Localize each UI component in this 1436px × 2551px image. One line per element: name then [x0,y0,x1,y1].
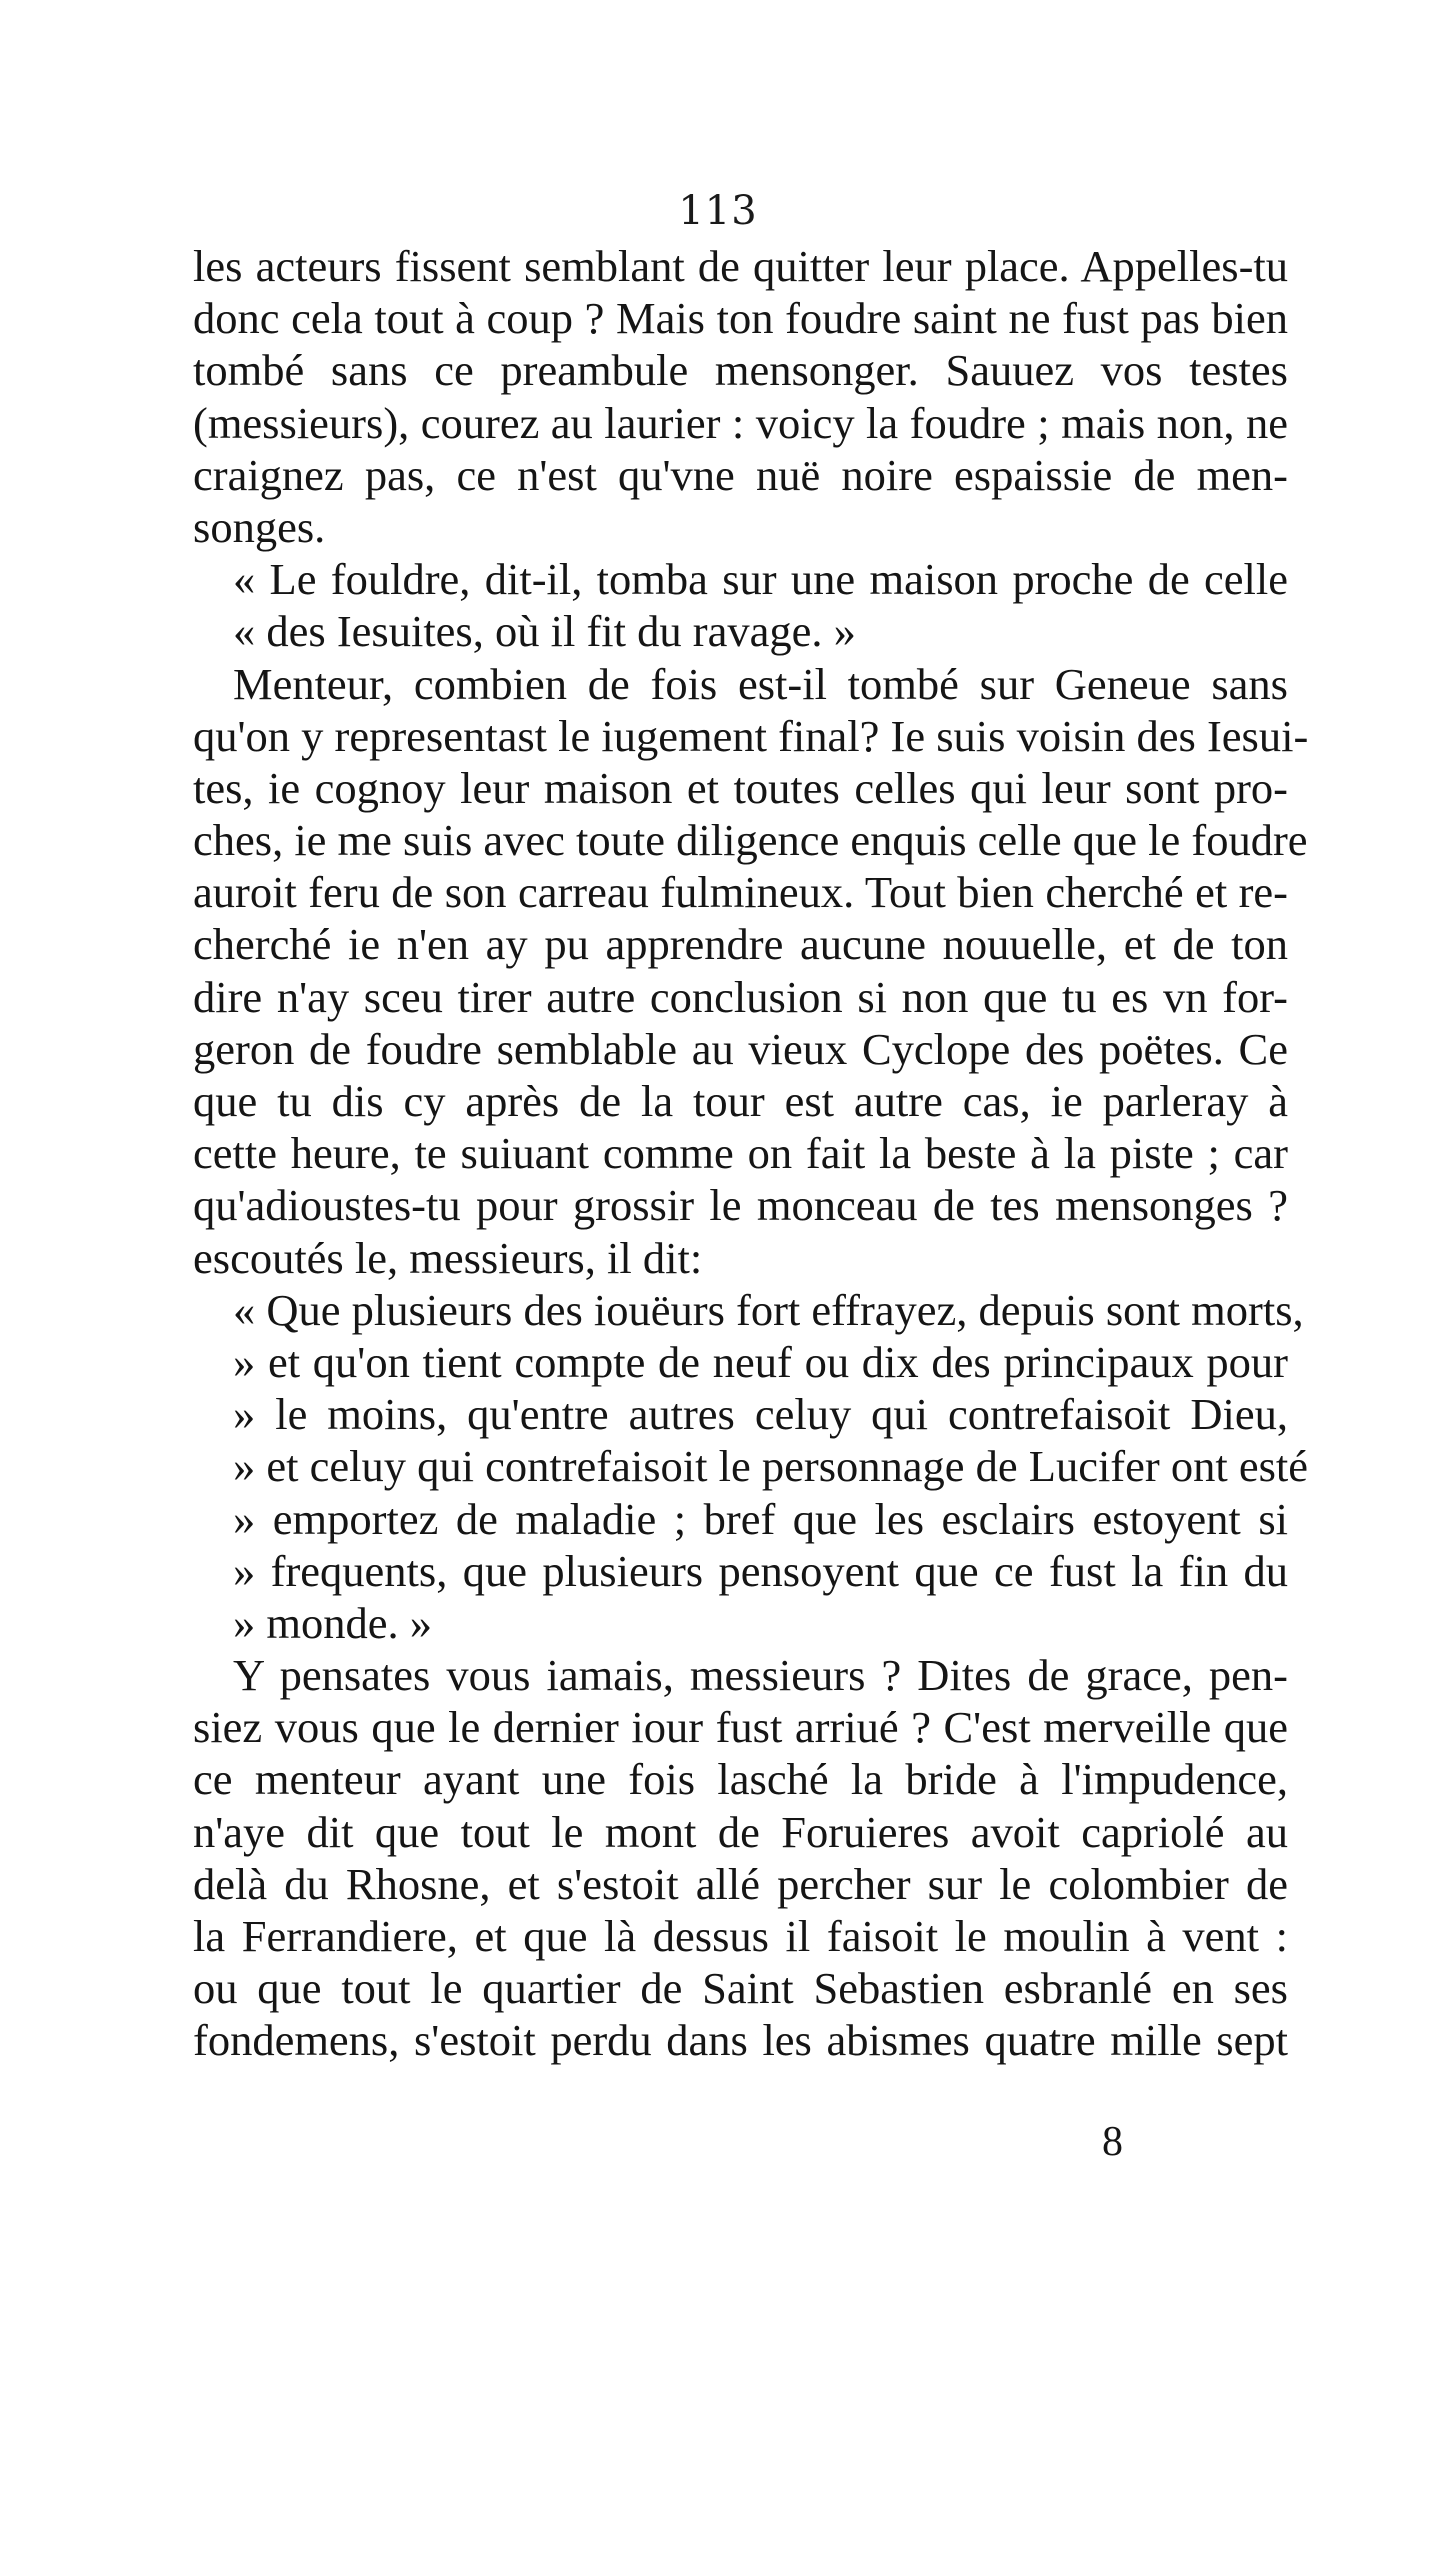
text-line: fondemens, s'estoit perdu dans les abismes quatre mille sept [193,2015,1288,2066]
text-line: » monde. » [233,1597,432,1648]
text-line: » le moins, qu'entre autres celuy qui contrefaisoit Dieu, [233,1389,1288,1440]
text-line: qu'on y representast le iugement final? Ie suis voisin des Iesui- [193,710,1309,761]
text-line: ches, ie me suis avec toute diligence enquis celle que le foudre [193,815,1308,866]
text-line: » frequents, que plusieurs pensoyent que ce fust la fin du [233,1545,1288,1596]
text-line: donc cela tout à coup ? Mais ton foudre saint ne fust pas bien [193,293,1288,344]
page-number: 113 [678,188,758,234]
text-line: » emportez de maladie ; bref que les esclairs estoyent si [233,1493,1288,1544]
text-line: tombé sans ce preambule mensonger. Sauuez vos testes [193,345,1288,396]
text-line: ou que tout le quartier de Saint Sebastien esbranlé en ses [193,1963,1288,2014]
text-line: songes. [193,501,326,552]
body-text [193,240,1309,2067]
text-line: Y pensates vous iamais, messieurs ? Dites de grace, pen- [233,1650,1288,1701]
text-line: cherché ie n'en ay pu apprendre aucune nouuelle, et de ton [193,919,1288,970]
text-line: dire n'ay sceu tirer autre conclusion si non que tu es vn for- [193,971,1288,1022]
text-line: tes, ie cognoy leur maison et toutes celles qui leur sont pro- [193,762,1288,813]
text-line: auroit feru de son carreau fulmineux. Tout bien cherché et re- [193,867,1288,918]
text-line: Menteur, combien de fois est-il tombé sur Geneue sans [233,658,1288,709]
text-line: n'aye dit que tout le mont de Foruieres avoit capriolé au [193,1806,1288,1857]
text-line: que tu dis cy après de la tour est autre cas, ie parleray à [193,1076,1288,1126]
text-line: » et celuy qui contrefaisoit le personnage de Lucifer ont esté [233,1441,1308,1492]
text-line: geron de foudre semblable au vieux Cyclope des poëtes. Ce [193,1023,1288,1074]
text-line: qu'adioustes-tu pour grossir le monceau de tes mensonges ? [193,1180,1288,1231]
text-line: craignez pas, ce n'est qu'vne nuë noire espaissie de men- [193,449,1288,500]
text-line: ce menteur ayant une fois lasché la bride à l'impudence, [193,1754,1288,1805]
text-line: (messieurs), courez au laurier : voicy la foudre ; mais non, ne [193,397,1288,448]
text-line: les acteurs fissent semblant de quitter leur place. Appelles-tu [193,241,1288,291]
text-line: siez vous que le dernier iour fust arriué ? C'est merveille que [193,1702,1288,1753]
text-line: « des Iesuites, où il fit du ravage. » [233,606,856,657]
text-line: la Ferrandiere, et que là dessus il faisoit le moulin à vent : [193,1911,1288,1961]
text-line: cette heure, te suiuant comme on fait la beste à la piste ; car [193,1128,1288,1179]
text-line: » et qu'on tient compte de neuf ou dix des principaux pour [233,1336,1288,1387]
signature-mark: 8 [1102,2119,1123,2165]
text-line: delà du Rhosne, et s'estoit allé percher sur le colombier de [193,1858,1288,1909]
text-line: escoutés le, messieurs, il dit: [193,1232,703,1283]
text-line: « Le fouldre, dit-il, tomba sur une maison proche de celle [233,554,1288,605]
text-line: « Que plusieurs des iouëurs fort effrayez, depuis sont morts, [233,1284,1304,1335]
